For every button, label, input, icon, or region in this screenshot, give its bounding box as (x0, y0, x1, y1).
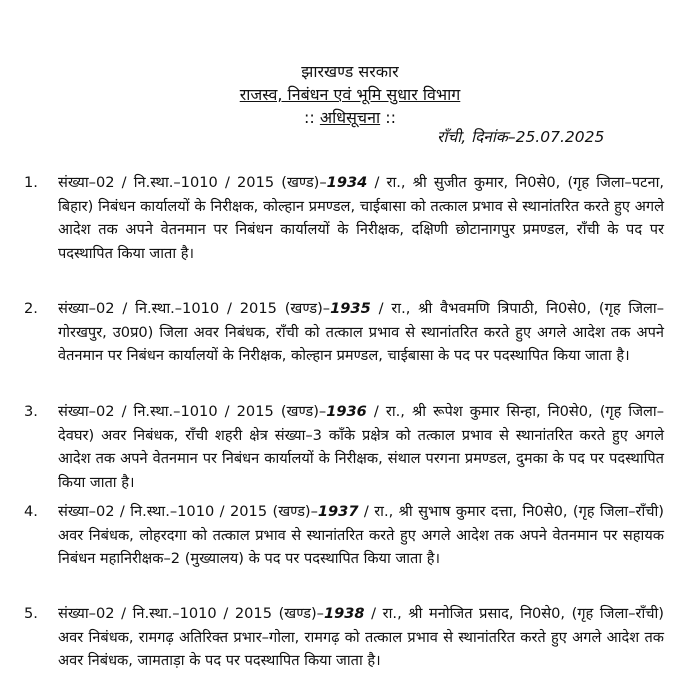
order-item (24, 297, 664, 368)
item-body: / रा., श्री मनोजित प्रसाद, नि0से0, (गृह जिला–राँची) अवर निबंधक, रामगढ़ अतिरिक्त प्रभार–गोला, रामगढ़ को तत्काल प्रभाव से स्थानांतरित करते हुए अगले आदेश तक अवर निबंधक, जामताड़ा के पद पर पदस्थापित किया जाता है। (58, 605, 664, 670)
item-number: 2. (24, 300, 38, 317)
order-number: 1937 (317, 503, 359, 520)
place-date-line: राँची, दिनांक–25.07.2025 (437, 128, 605, 146)
order-item (24, 171, 664, 265)
order-number: 1938 (323, 605, 365, 622)
item-number: 3. (24, 403, 38, 420)
reference-prefix: संख्या–02 / नि.स्था.–1010 / 2015 (खण्ड)– (58, 403, 327, 420)
item-text (58, 297, 664, 368)
notification-prefix: :: (304, 108, 315, 127)
order-item (24, 500, 664, 571)
order-number: 1935 (330, 300, 371, 317)
order-number: 1936 (326, 403, 367, 420)
item-text (58, 500, 664, 571)
item-body: / रा., श्री सुभाष कुमार दत्ता, नि0से0, (गृह जिला–राँची) अवर निबंधक, लोहरदगा को तत्काल प्रभाव से स्थानांतरित करते हुए अगले आदेश तक अपने वेतनमान पर सहायक निबंधन महानिरीक्षक–2 (मुख्यालय) के पद पर पदस्थापित किया जाता है। (58, 503, 664, 568)
item-text (58, 400, 664, 494)
item-text (58, 171, 664, 265)
order-item (24, 602, 664, 673)
reference-prefix: संख्या–02 / नि.स्था.–1010 / 2015 (खण्ड)– (58, 174, 327, 191)
notification-suffix: :: (385, 108, 396, 127)
item-body: / रा., श्री रूपेश कुमार सिन्हा, नि0से0, (गृह जिला–देवघर) अवर निबंधक, राँची शहरी क्षेत्र संख्या–3 काँके प्रक्षेत्र को तत्काल प्रभाव से स्थानांतरित करते हुए अगले आदेश तक अपने वेतनमान पर निबंधन कार्यालयों के निरीक्षक, संथाल परगना प्रमण्डल, दुमका के पद पर पदस्थापित किया जाता है। (58, 403, 664, 491)
item-number: 4. (24, 503, 38, 520)
order-item (24, 400, 664, 494)
notification-title: अधिसूचना (319, 108, 381, 127)
item-body: / रा., श्री वैभवमणि त्रिपाठी, नि0से0, (गृह जिला–गोरखपुर, उ0प्र0) जिला अवर निबंधक, राँची को तत्काल प्रभाव से स्थानांतरित करते हुए अगले आदेश तक अपने वेतनमान पर निबंधन कार्यालयों के निरीक्षक, कोल्हान प्रमण्डल, चाईबासा के पद पर पदस्थापित किया जाता है। (58, 300, 664, 365)
department-heading: राजस्व, निबंधन एवं भूमि सुधार विभाग (239, 85, 461, 104)
item-number: 5. (24, 605, 38, 622)
item-text (58, 602, 664, 673)
reference-prefix: संख्या–02 / नि.स्था.–1010 / 2015 (खण्ड)– (58, 503, 318, 520)
reference-prefix: संख्या–02 / नि.स्था.–1010 / 2015 (खण्ड)– (58, 300, 331, 317)
reference-prefix: संख्या–02 / नि.स्था.–1010 / 2015 (खण्ड)– (58, 605, 324, 622)
government-heading: झारखण्ड सरकार (301, 62, 399, 81)
order-number: 1934 (326, 174, 368, 191)
item-body: / रा., श्री सुजीत कुमार, नि0से0, (गृह जिला–पटना, बिहार) निबंधन कार्यालयों के निरीक्षक, कोल्हान प्रमण्डल, चाईबासा को तत्काल प्रभाव से स्थानांतरित करते हुए अगले आदेश तक अपने वेतनमान पर निबंधन कार्यालयों के निरीक्षक, दक्षिणी छोटानागपुर प्रमण्डल, राँची के पद पर पदस्थापित किया जाता है। (58, 174, 664, 262)
item-number: 1. (24, 174, 38, 191)
